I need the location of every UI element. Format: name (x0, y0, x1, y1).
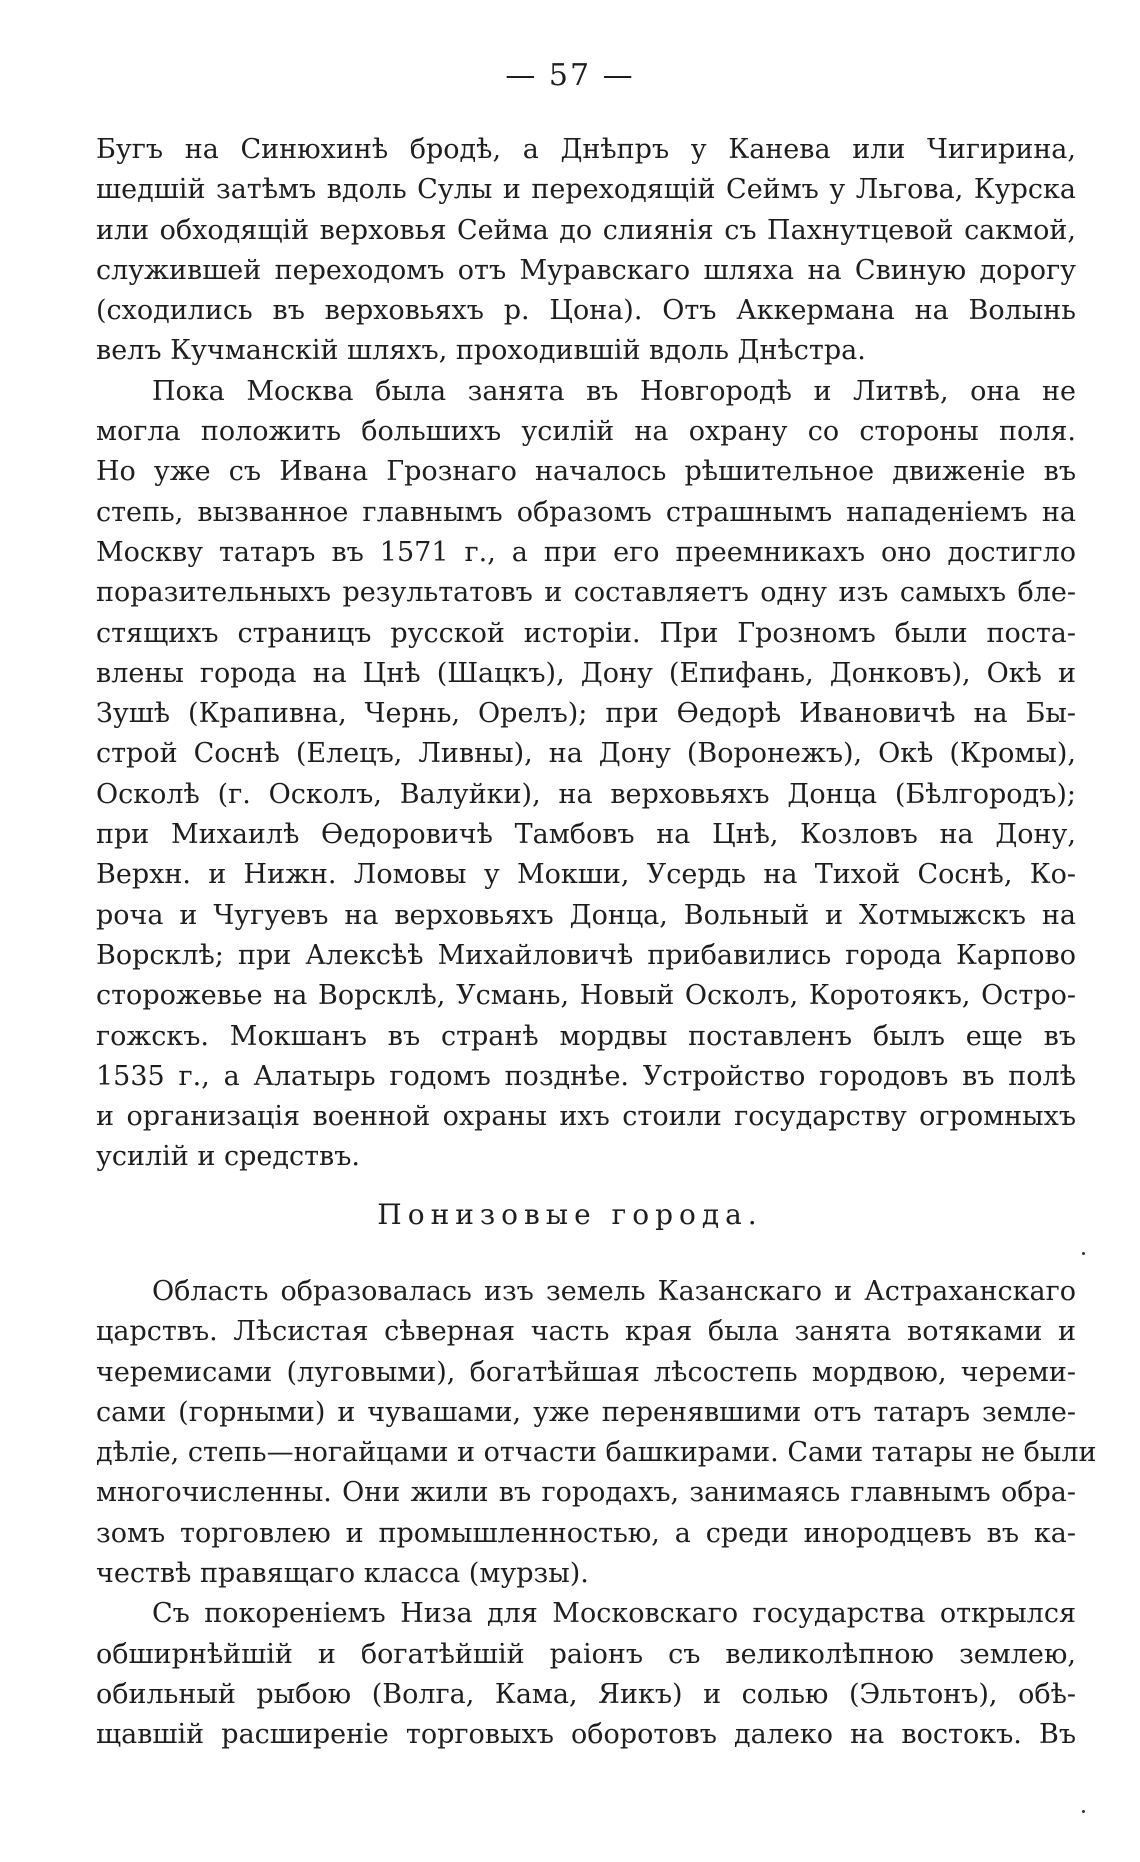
text-line: Бугъ на Синюхинѣ бродѣ, а Днѣпръ у Канева или Чигирина, (96, 134, 1076, 165)
text-line: Пока Москва была занята въ Новгородѣ и Литвѣ, она не (152, 375, 1076, 407)
text-block-top (96, 130, 1076, 1178)
section-heading: Понизовые города. (377, 1198, 763, 1231)
text-line: могла положить большихъ усилій на охрану со стороны поля. (96, 416, 1076, 448)
paragraph-conquest (96, 1594, 1076, 1755)
text-line: степь, вызванное главнымъ образомъ страшнымъ нападеніемъ на (96, 496, 1076, 528)
text-line: или обходящій верховья Сейма до слиянія съ Пахнутцевой сакмой, (96, 214, 1076, 246)
text-line: обширнѣйшій и богатѣйшій раіонъ съ великолѣпною землею, (96, 1638, 1076, 1670)
text-line: поразительныхъ результатовъ и составляетъ одну изъ самыхъ бле- (96, 577, 1076, 609)
paragraph-region (96, 1272, 1097, 1594)
text-line: Осколѣ (г. Осколъ, Валуйки), на верховьяхъ Донца (Бѣлгородъ); (96, 778, 1076, 810)
text-line: сторожевье на Ворсклѣ, Усмань, Новый Осколъ, Коротоякъ, Остро- (96, 980, 1076, 1012)
text-line: шедшій затѣмъ вдоль Сулы и переходящій Сеймъ у Льгова, Курска (96, 174, 1076, 206)
text-line: при Михаилѣ Ѳедоровичѣ Тамбовъ на Цнѣ, Козловъ на Дону, (96, 819, 1076, 851)
text-line: роча и Чугуевъ на верховьяхъ Донца, Вольный и Хотмыжскъ на (96, 899, 1076, 931)
text-line: черемисами (луговыми), богатѣйшая лѣсостепь мордвою, череми- (96, 1356, 1076, 1388)
text-block-bottom (96, 1272, 1097, 1756)
text-line: Область образовалась изъ земель Казанскаго и Астраханскаго (152, 1276, 1076, 1307)
text-line: Ворсклѣ; при Алексѣѣ Михайловичѣ прибавились города Карпово (96, 939, 1076, 971)
text-line: стящихъ страницъ русской исторіи. При Грозномъ были поста- (96, 617, 1076, 649)
text-line: служившей переходомъ отъ Муравскаго шляха на Свиную дорогу (96, 254, 1076, 286)
text-line: Но уже съ Ивана Грознаго началось рѣшительное движеніе въ (96, 456, 1076, 488)
text-line: Зушѣ (Крапивна, Чернь, Орелъ); при Ѳедорѣ Ивановичѣ на Бы- (96, 698, 1076, 730)
scan-speck (1082, 1252, 1085, 1255)
text-line: велъ Кучманскій шляхъ, проходившій вдоль Днѣстра. (96, 335, 866, 367)
text-line: зомъ торговлею и промышленностью, а среди инородцевъ въ ка- (96, 1517, 1076, 1549)
text-line: щавшій расширеніе торговыхъ оборотовъ далеко на востокъ. Въ (96, 1719, 1076, 1751)
page-number: — 57 — (505, 58, 635, 93)
text-line: обильный рыбою (Волга, Кама, Яикъ) и солью (Эльтонъ), обѣ- (96, 1678, 1076, 1710)
text-line: влены города на Цнѣ (Шацкъ), Дону (Епифань, Донковъ), Окѣ и (96, 657, 1076, 689)
text-line: сами (горными) и чувашами, уже перенявшими отъ татаръ земле- (96, 1396, 1076, 1428)
text-line: дѣліе, степь—ногайцами и отчасти башкирами. Сами татары не были (96, 1437, 1097, 1469)
text-line: Верхн. и Нижн. Ломовы у Мокши, Усердь на Тихой Соснѣ, Ко- (96, 859, 1076, 891)
scan-speck (1082, 1810, 1085, 1813)
text-line: усилій и средствъ. (96, 1141, 360, 1173)
text-line: гожскъ. Мокшанъ въ странѣ мордвы поставленъ былъ еще въ (96, 1020, 1076, 1052)
text-line: (сходились въ верховьяхъ р. Цона). Отъ Аккермана на Волынь (96, 295, 1076, 327)
text-line: Съ покореніемъ Низа для Московскаго государства открылся (152, 1598, 1076, 1630)
text-line: строй Соснѣ (Елецъ, Ливны), на Дону (Воронежъ), Окѣ (Кромы), (96, 738, 1076, 770)
paragraph-road-routes (96, 130, 1076, 372)
paragraph-moscow-steppe (96, 372, 1076, 1178)
text-line: многочисленны. Они жили въ городахъ, занимаясь главнымъ обра- (96, 1477, 1076, 1509)
text-line: и организація военной охраны ихъ стоили государству огромныхъ (96, 1101, 1076, 1133)
text-line: чествѣ правящаго класса (мурзы). (96, 1558, 589, 1590)
text-line: царствъ. Лѣсистая сѣверная часть края была занята вотяками и (96, 1316, 1076, 1348)
text-line: Москву татаръ въ 1571 г., а при его преемникахъ оно достигло (96, 536, 1076, 568)
text-line: 1535 г., а Алатырь годомъ позднѣе. Устройство городовъ въ полѣ (96, 1060, 1076, 1092)
